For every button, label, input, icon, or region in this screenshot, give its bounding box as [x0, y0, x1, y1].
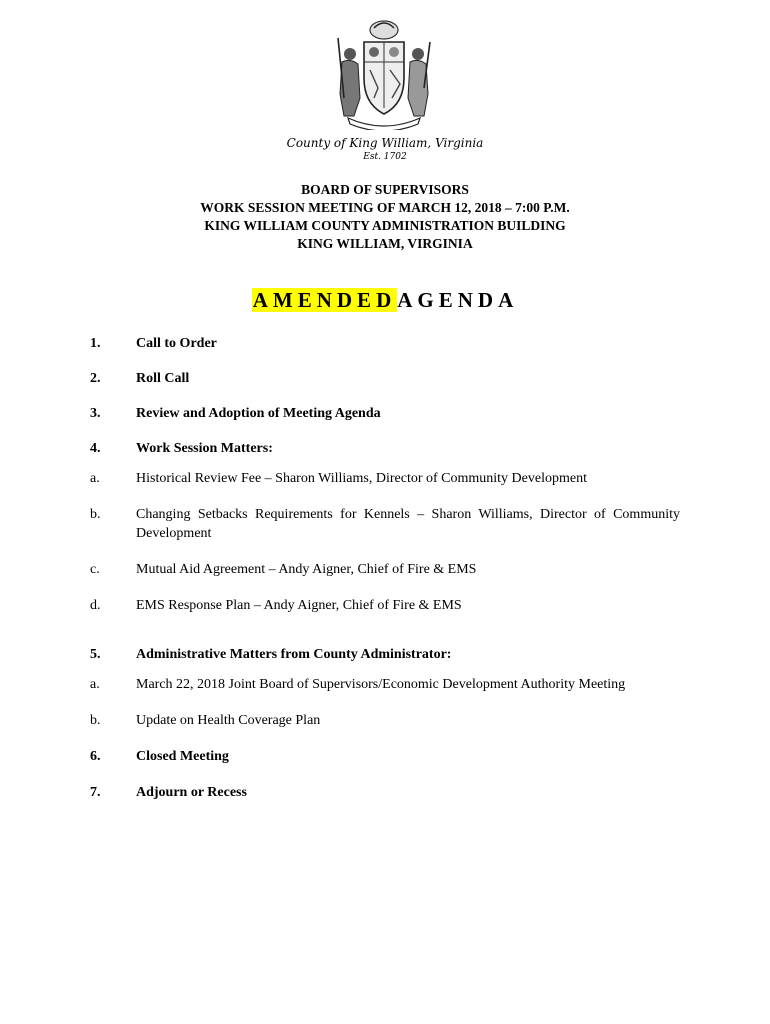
agenda-subitem-text: Changing Setbacks Requirements for Kennels – Sharon Williams, Director of Community Development: [136, 507, 680, 541]
agenda-item-text: Roll Call: [136, 371, 190, 386]
agenda-subitem-text: Historical Review Fee – Sharon Williams, Director of Community Development: [136, 471, 587, 486]
agenda-item-text: Review and Adoption of Meeting Agenda: [136, 406, 381, 421]
agenda-item-text: Call to Order: [136, 336, 217, 351]
agenda-item-number: 6.: [90, 749, 101, 764]
agenda-subitem-letter: a.: [90, 677, 100, 692]
county-seal-icon: [330, 18, 438, 130]
agenda-subitem-letter: b.: [90, 713, 101, 728]
agenda-item-number: 1.: [90, 336, 101, 351]
agenda-subitem-text: EMS Response Plan – Andy Aigner, Chief of Fire & EMS: [136, 598, 462, 613]
agenda-item-text: Administrative Matters from County Administrator:: [136, 647, 452, 662]
agenda-item-text: Adjourn or Recess: [136, 785, 247, 800]
agenda-subitem-letter: a.: [90, 471, 100, 486]
title-amended-highlight: AMENDED: [252, 288, 397, 312]
header-line-location: KING WILLIAM, VIRGINIA: [297, 236, 473, 251]
header-line-building: KING WILLIAM COUNTY ADMINISTRATION BUILDING: [204, 218, 566, 233]
established-year: Est. 1702: [363, 152, 407, 162]
header-line-board: BOARD OF SUPERVISORS: [301, 182, 469, 197]
agenda-item-number: 3.: [90, 406, 101, 421]
agenda-subitem-letter: d.: [90, 598, 101, 613]
agenda-subitem-text: Mutual Aid Agreement – Andy Aigner, Chief of Fire & EMS: [136, 562, 477, 577]
agenda-item-number: 2.: [90, 371, 101, 386]
page-title: [0, 288, 770, 313]
county-name: County of King William, Virginia: [286, 136, 484, 150]
agenda-subitem-text: March 22, 2018 Joint Board of Supervisors/Economic Development Authority Meeting: [136, 677, 626, 692]
agenda-item-number: 4.: [90, 441, 101, 456]
agenda-subitem-text: Update on Health Coverage Plan: [136, 713, 321, 728]
agenda-item-text: Work Session Matters:: [136, 441, 273, 456]
agenda-item-number: 5.: [90, 647, 101, 662]
agenda-subitem-letter: c.: [90, 562, 100, 577]
agenda-subitem-letter: b.: [90, 507, 101, 522]
agenda-item-text: Closed Meeting: [136, 749, 229, 764]
agenda-item-number: 7.: [90, 785, 101, 800]
header-line-meeting: WORK SESSION MEETING OF MARCH 12, 2018 – 7:00 P.M.: [200, 200, 570, 215]
title-agenda: AGENDA: [397, 288, 519, 312]
